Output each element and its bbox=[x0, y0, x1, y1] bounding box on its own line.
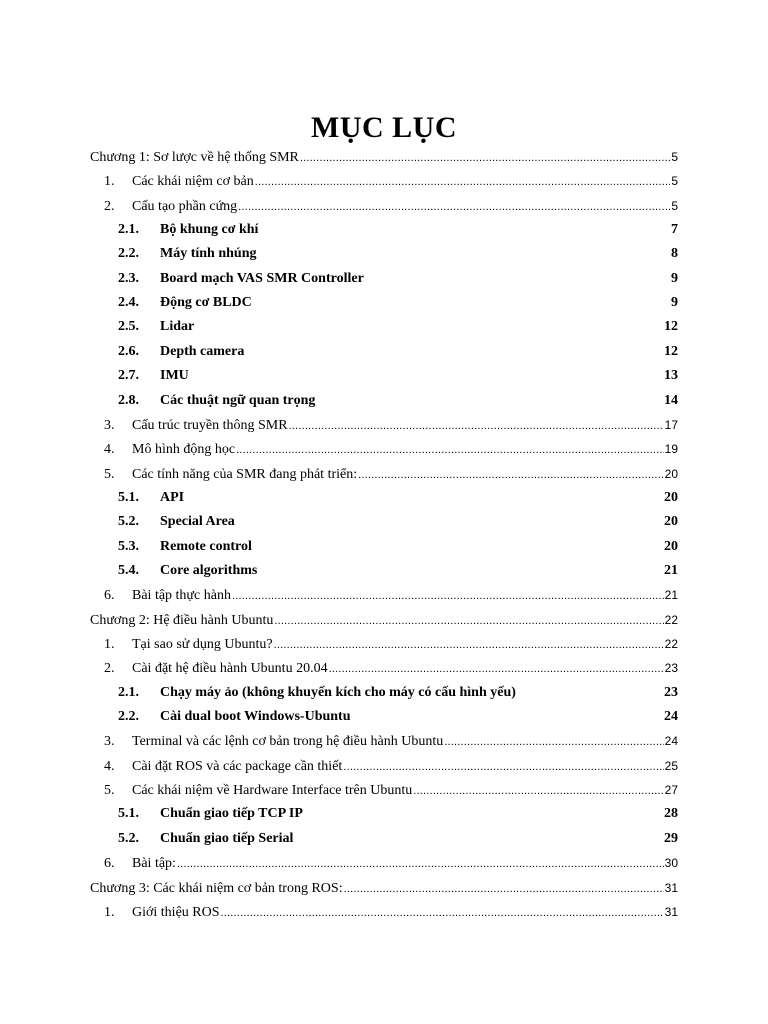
toc-entry-title: Các khái niệm cơ bản bbox=[132, 174, 254, 190]
toc-entry-title: Động cơ BLDC bbox=[160, 295, 252, 311]
toc-entry-page-number: 9 bbox=[671, 295, 678, 311]
toc-entry-page-number: 20 bbox=[664, 538, 678, 554]
toc-entry-title: Các khái niệm về Hardware Interface trên Ubuntu bbox=[132, 783, 413, 799]
toc-entry-title: Mô hình động học bbox=[132, 442, 236, 458]
toc-entry-number: 4. bbox=[104, 758, 115, 774]
toc-entry-page-number: 19 bbox=[664, 442, 678, 457]
toc-entry[interactable] bbox=[118, 708, 678, 726]
toc-entry[interactable] bbox=[118, 489, 678, 507]
toc-entry-number: 5.1. bbox=[118, 806, 139, 822]
toc-entry-title: Máy tính nhúng bbox=[160, 246, 257, 262]
toc-entry-number: 2.4. bbox=[118, 295, 139, 311]
toc-entry-number: 2.7. bbox=[118, 368, 139, 384]
toc-entry-number: 3. bbox=[104, 734, 115, 750]
toc-entry-title: Remote control bbox=[160, 538, 252, 554]
toc-entry-page-number: 25 bbox=[664, 758, 678, 773]
toc-entry-number: 2. bbox=[104, 198, 115, 214]
toc-entry[interactable] bbox=[104, 732, 678, 751]
toc-entry-number: 2.2. bbox=[118, 246, 139, 262]
toc-entry[interactable] bbox=[118, 318, 678, 336]
toc-entry-title: Giới thiệu ROS bbox=[132, 904, 220, 920]
toc-entry[interactable] bbox=[118, 367, 678, 385]
toc-entry-page-number: 24 bbox=[664, 709, 678, 725]
toc-entry-page-number: 7 bbox=[671, 222, 678, 238]
toc-entry-number: 5.2. bbox=[118, 514, 139, 530]
toc-entry[interactable] bbox=[118, 562, 678, 580]
toc-entry-number: 5.3. bbox=[118, 538, 139, 554]
toc-entry[interactable] bbox=[118, 513, 678, 531]
toc-entry-title: Bài tập thực hành bbox=[132, 588, 231, 604]
toc-entry-title: Chuẩn giao tiếp TCP IP bbox=[160, 806, 303, 822]
toc-entry[interactable] bbox=[104, 465, 678, 484]
toc-entry-page-number: 21 bbox=[664, 562, 678, 578]
toc-entry-number: 1. bbox=[104, 904, 115, 920]
toc-entry-number: 4. bbox=[104, 442, 115, 458]
toc-entry-number: 6. bbox=[104, 588, 115, 604]
toc-entry-leader bbox=[274, 612, 663, 630]
toc-entry[interactable] bbox=[118, 392, 678, 410]
toc-entry-leader bbox=[358, 466, 664, 484]
toc-entry-number: 3. bbox=[104, 417, 115, 433]
toc-entry[interactable] bbox=[104, 172, 678, 191]
toc-entry-leader bbox=[274, 636, 664, 654]
toc-entry[interactable] bbox=[104, 781, 678, 800]
toc-entry-title: Chương 3: Các khái niệm cơ bản trong ROS: bbox=[90, 880, 343, 896]
toc-entry-leader bbox=[232, 587, 664, 605]
toc-entry[interactable] bbox=[118, 270, 678, 288]
toc-entry-page-number: 9 bbox=[671, 270, 678, 286]
toc-entry-leader bbox=[343, 758, 663, 776]
toc-entry-number: 5. bbox=[104, 783, 115, 799]
toc-entry-leader bbox=[236, 441, 664, 459]
toc-entry[interactable] bbox=[104, 586, 678, 605]
toc-entry-title: Cài đặt ROS và các package cần thiết bbox=[132, 758, 343, 774]
toc-entry-page-number: 12 bbox=[664, 319, 678, 335]
toc-entry-title: Chương 2: Hệ điều hành Ubuntu bbox=[90, 612, 274, 628]
toc-entry[interactable] bbox=[104, 440, 678, 459]
toc-entry-number: 2.8. bbox=[118, 392, 139, 408]
toc-entry-page-number: 27 bbox=[664, 783, 678, 798]
toc-entry-page-number: 28 bbox=[664, 806, 678, 822]
toc-entry[interactable] bbox=[118, 538, 678, 556]
toc-entry-number: 5.2. bbox=[118, 830, 139, 846]
toc-entry[interactable] bbox=[118, 245, 678, 263]
toc-entry-page-number: 8 bbox=[671, 246, 678, 262]
toc-entry-title: Bài tập: bbox=[132, 856, 176, 872]
toc-entry-title: Các tính năng của SMR đang phát triển: bbox=[132, 466, 358, 482]
toc-entry-number: 6. bbox=[104, 856, 115, 872]
toc-entry[interactable] bbox=[104, 416, 678, 435]
toc-entry[interactable] bbox=[104, 903, 678, 922]
toc-entry-title: Chạy máy ảo (không khuyến kích cho máy có cấu hình yếu) bbox=[160, 684, 516, 700]
toc-entry-page-number: 17 bbox=[664, 417, 678, 432]
toc-entry-leader bbox=[221, 904, 664, 922]
toc-entry-title: IMU bbox=[160, 368, 189, 384]
toc-entry-leader bbox=[444, 733, 663, 751]
toc-entry-page-number: 20 bbox=[664, 466, 678, 481]
toc-entry[interactable] bbox=[104, 854, 678, 873]
toc-entry-title: Cấu trúc truyền thông SMR bbox=[132, 417, 288, 433]
toc-entry-page-number: 20 bbox=[664, 514, 678, 530]
toc-entry-leader bbox=[344, 880, 664, 898]
toc-entry-title: Board mạch VAS SMR Controller bbox=[160, 270, 364, 286]
toc-entry-page-number: 23 bbox=[664, 661, 678, 676]
toc-entry-page-number: 24 bbox=[664, 734, 678, 749]
toc-entry-title: Các thuật ngữ quan trọng bbox=[160, 392, 316, 408]
toc-entry-leader bbox=[300, 149, 670, 167]
toc-entry-title: Special Area bbox=[160, 514, 235, 530]
toc-entry-number: 2.3. bbox=[118, 270, 139, 286]
toc-entry-page-number: 21 bbox=[664, 588, 678, 603]
toc-entry-title: Cấu tạo phần cứng bbox=[132, 198, 238, 214]
toc-entry-number: 2.5. bbox=[118, 319, 139, 335]
toc-entry-page-number: 22 bbox=[664, 612, 678, 627]
toc-entry-number: 2. bbox=[104, 661, 115, 677]
toc-entry[interactable] bbox=[104, 757, 678, 776]
toc-entry-number: 2.1. bbox=[118, 222, 139, 238]
toc-entry[interactable] bbox=[118, 221, 678, 239]
toc-entry-leader bbox=[255, 173, 671, 191]
toc-entry[interactable] bbox=[118, 294, 678, 312]
toc-entry[interactable] bbox=[90, 879, 678, 898]
toc-entry-title: Core algorithms bbox=[160, 562, 258, 578]
toc-entry-page-number: 14 bbox=[664, 392, 678, 408]
toc-entry-title: Tại sao sử dụng Ubuntu? bbox=[132, 637, 273, 652]
toc-entry-title: Depth camera bbox=[160, 343, 245, 359]
toc-entry-title: Terminal và các lệnh cơ bản trong hệ điều hành Ubuntu bbox=[132, 734, 444, 750]
toc-entry-number: 5.4. bbox=[118, 562, 139, 578]
toc-entry-number: 2.2. bbox=[118, 709, 139, 725]
toc-entry[interactable] bbox=[118, 343, 678, 361]
toc-entry-number: 2.1. bbox=[118, 684, 139, 700]
toc-entry-page-number: 31 bbox=[664, 904, 678, 919]
toc-entry-title: Chương 1: Sơ lược về hệ thống SMR bbox=[90, 150, 299, 165]
toc-entry-page-number: 31 bbox=[664, 880, 678, 895]
toc-entry[interactable] bbox=[118, 830, 678, 848]
toc-entry-leader bbox=[238, 198, 670, 216]
toc-entry[interactable] bbox=[90, 148, 678, 167]
toc-entry-page-number: 5 bbox=[671, 150, 678, 164]
toc-entry-title: Cài đặt hệ điều hành Ubuntu 20.04 bbox=[132, 661, 328, 677]
toc-entry[interactable] bbox=[104, 635, 678, 654]
toc-entry[interactable] bbox=[118, 805, 678, 823]
toc-entry-number: 5. bbox=[104, 466, 115, 482]
toc-entry-page-number: 23 bbox=[664, 684, 678, 700]
toc-entry-number: 5.1. bbox=[118, 489, 139, 505]
toc-entry[interactable] bbox=[118, 684, 678, 702]
toc-entry-page-number: 5 bbox=[671, 174, 678, 189]
toc-entry-title: Bộ khung cơ khí bbox=[160, 222, 259, 238]
toc-entry-leader bbox=[329, 660, 664, 678]
toc-entry-number: 1. bbox=[104, 174, 115, 190]
toc-entry-number: 2.6. bbox=[118, 343, 139, 359]
toc-entry-leader bbox=[413, 782, 663, 800]
toc-entry-title: Lidar bbox=[160, 319, 195, 335]
toc-entry[interactable] bbox=[90, 611, 678, 630]
toc-entry-page-number: 22 bbox=[664, 637, 678, 651]
page-title: MỤC LỤC bbox=[311, 111, 457, 144]
toc-entry-page-number: 30 bbox=[664, 856, 678, 871]
toc-entry-page-number: 29 bbox=[664, 830, 678, 846]
toc-entry-page-number: 5 bbox=[671, 198, 678, 213]
toc-entry-page-number: 13 bbox=[664, 368, 678, 384]
toc-entry-title: Cài dual boot Windows-Ubuntu bbox=[160, 709, 351, 725]
toc-entry-leader bbox=[289, 417, 664, 435]
toc-entry-number: 1. bbox=[104, 637, 115, 652]
toc-entry[interactable] bbox=[104, 659, 678, 678]
toc-entry-leader bbox=[177, 855, 664, 873]
toc-entry[interactable] bbox=[104, 197, 678, 216]
toc-entry-page-number: 12 bbox=[664, 343, 678, 359]
toc-entry-title: API bbox=[160, 489, 185, 505]
toc-entry-title: Chuẩn giao tiếp Serial bbox=[160, 830, 294, 846]
toc-entry-page-number: 20 bbox=[664, 489, 678, 505]
